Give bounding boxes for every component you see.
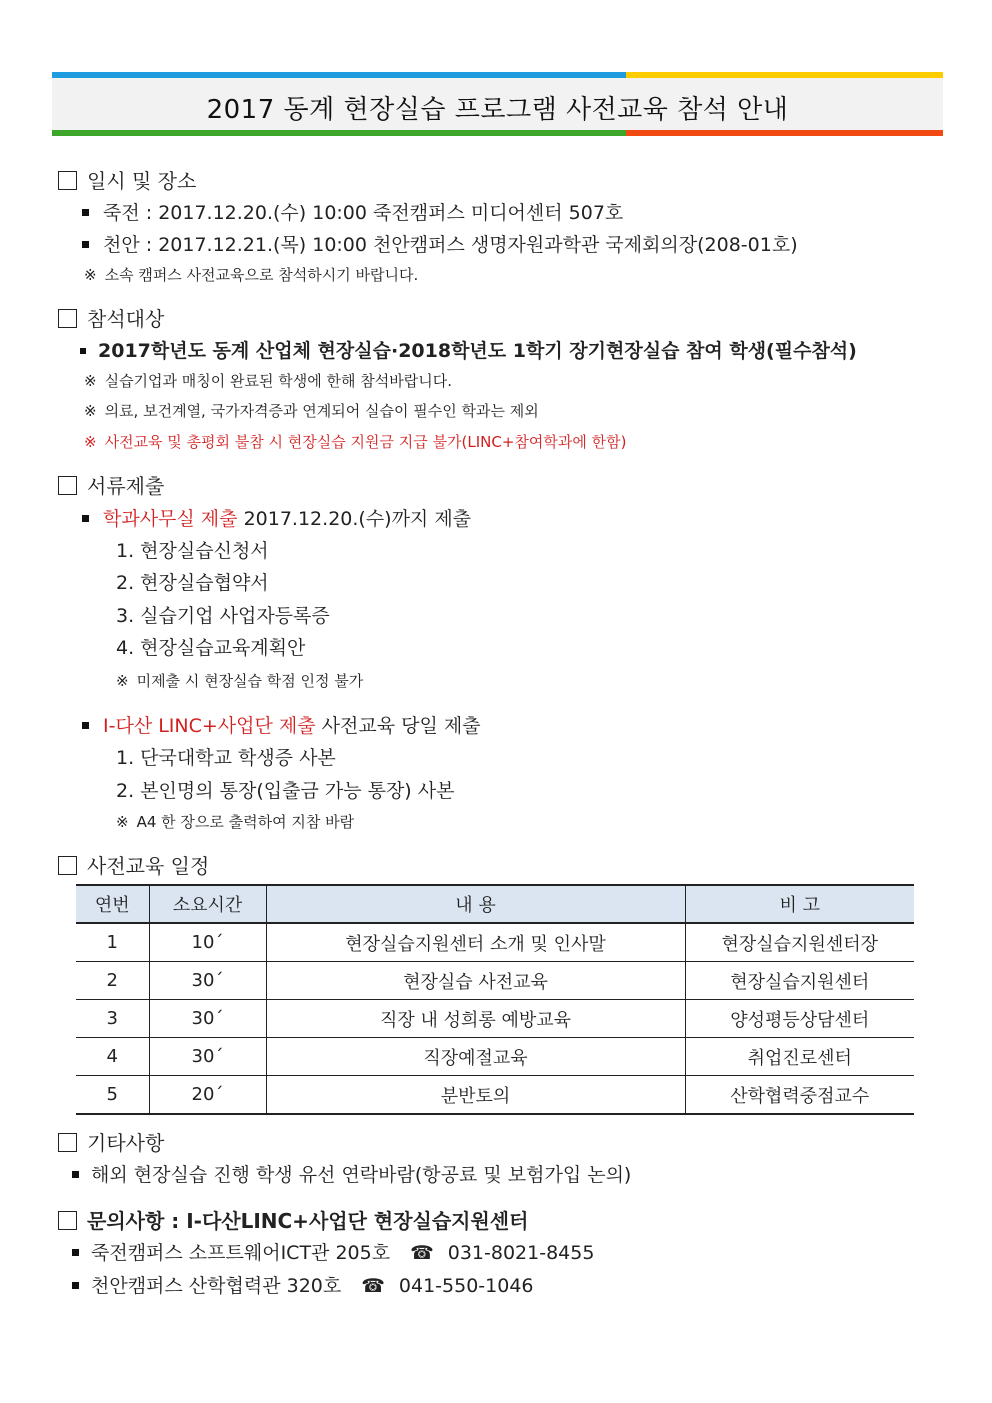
table-cell: 5 [76, 1076, 149, 1115]
section-attendees-heading: 참석대상 [58, 303, 164, 332]
datetime-note: ※ 소속 캠퍼스 사전교육으로 참석하시기 바랍니다. [84, 266, 419, 284]
documents-item: 1. 단국대학교 학생증 사본 [116, 747, 336, 769]
table-cell: 현장실습지원센터 [685, 962, 914, 1000]
datetime-item: 천안 : 2017.12.21.(목) 10:00 천안캠퍼스 생명자원과학관 국제회의장(208-01호) [82, 230, 798, 257]
documents-note: ※ A4 한 장으로 출력하여 지참 바람 [116, 813, 355, 831]
table-cell: 30´ [149, 1000, 266, 1038]
column-header: 내 용 [266, 885, 685, 923]
table-row [76, 923, 914, 962]
note-mark-icon: ※ [84, 402, 97, 420]
bullet-square-icon [72, 1249, 79, 1256]
banner-bar-yellow [626, 72, 943, 78]
section-documents-heading: 서류제출 [58, 470, 164, 499]
checkbox-icon [58, 1211, 77, 1230]
documents-item: 2. 현장실습협약서 [116, 572, 269, 594]
documents-item: 4. 현장실습교육계획안 [116, 637, 306, 659]
bullet-square-icon [82, 722, 89, 729]
table-row [76, 1000, 914, 1038]
banner-bar-blue [52, 72, 626, 78]
bullet-square-icon [80, 348, 86, 354]
bullet-square-icon [82, 209, 89, 216]
column-header: 연번 [76, 885, 149, 923]
section-other-heading: 기타사항 [58, 1127, 164, 1156]
note-mark-icon: ※ [116, 813, 129, 831]
contact-item: 죽전캠퍼스 소프트웨어ICT관 205호 ☎ 031-8021-8455 [72, 1238, 594, 1265]
table-row [76, 1038, 914, 1076]
documents-item: 2. 본인명의 통장(입출금 가능 통장) 사본 [116, 780, 455, 802]
column-header: 비 고 [685, 885, 914, 923]
table-cell: 30´ [149, 1038, 266, 1076]
checkbox-icon [58, 1133, 77, 1152]
attendees-note: ※ 의료, 보건계열, 국가자격증과 연계되어 실습이 필수인 학과는 제외 [84, 402, 539, 420]
note-mark-icon: ※ [116, 672, 129, 690]
bullet-square-icon [72, 1282, 79, 1289]
table-cell: 분반토의 [266, 1076, 685, 1115]
banner-bar-green [52, 130, 626, 136]
table-cell: 1 [76, 923, 149, 962]
attendees-note-warning: ※ 사전교육 및 총평회 불참 시 현장실습 지원금 지급 불가(LINC+참여학과에 한함) [84, 433, 627, 451]
bullet-square-icon [82, 241, 89, 248]
phone-icon: ☎ [410, 1242, 434, 1264]
table-cell: 직장예절교육 [266, 1038, 685, 1076]
table-header-row [76, 885, 914, 923]
page-title: 2017 동계 현장실습 프로그램 사전교육 참석 안내 [206, 95, 789, 125]
checkbox-icon [58, 476, 77, 495]
table-cell: 2 [76, 962, 149, 1000]
attendees-note: ※ 실습기업과 매칭이 완료된 학생에 한해 참석바랍니다. [84, 372, 452, 390]
documents-item: 3. 실습기업 사업자등록증 [116, 605, 330, 627]
section-datetime-heading: 일시 및 장소 [58, 165, 196, 194]
attendees-main: 2017학년도 동계 산업체 현장실습·2018학년도 1학기 장기현장실습 참여 학생(필수참석) [80, 336, 857, 363]
table-row [76, 962, 914, 1000]
phone-icon: ☎ [361, 1275, 385, 1297]
column-header: 소요시간 [149, 885, 266, 923]
datetime-item: 죽전 : 2017.12.20.(수) 10:00 죽전캠퍼스 미디어센터 507호 [82, 198, 623, 225]
table-cell: 양성평등상담센터 [685, 1000, 914, 1038]
checkbox-icon [58, 309, 77, 328]
other-item: 해외 현장실습 진행 학생 유선 연락바람(항공료 및 보험가입 논의) [72, 1160, 631, 1187]
phone-number: 041-550-1046 [398, 1275, 534, 1297]
table-row [76, 1076, 914, 1115]
documents-group2-label: I-다산 LINC+사업단 제출 사전교육 당일 제출 [82, 711, 481, 738]
table-cell: 4 [76, 1038, 149, 1076]
note-mark-icon: ※ [84, 433, 97, 451]
table-cell: 20´ [149, 1076, 266, 1115]
table-cell: 산학협력중점교수 [685, 1076, 914, 1115]
banner-bar-orange [626, 130, 943, 136]
note-mark-icon: ※ [84, 266, 97, 284]
section-contact-heading: 문의사항 : I-다산LINC+사업단 현장실습지원센터 [58, 1205, 528, 1234]
bullet-square-icon [82, 515, 89, 522]
section-schedule-heading: 사전교육 일정 [58, 850, 209, 879]
title-banner [52, 72, 943, 136]
checkbox-icon [58, 856, 77, 875]
phone-number: 031-8021-8455 [447, 1242, 595, 1264]
checkbox-icon [58, 171, 77, 190]
documents-item: 1. 현장실습신청서 [116, 540, 269, 562]
table-cell: 30´ [149, 962, 266, 1000]
table-cell: 10´ [149, 923, 266, 962]
documents-note: ※ 미제출 시 현장실습 학점 인정 불가 [116, 672, 364, 690]
note-mark-icon: ※ [84, 372, 97, 390]
table-cell: 현장실습 사전교육 [266, 962, 685, 1000]
table-cell: 취업진로센터 [685, 1038, 914, 1076]
documents-group1-label: 학과사무실 제출 2017.12.20.(수)까지 제출 [82, 504, 471, 531]
table-cell: 직장 내 성희롱 예방교육 [266, 1000, 685, 1038]
table-cell: 3 [76, 1000, 149, 1038]
table-cell: 현장실습지원센터 소개 및 인사말 [266, 923, 685, 962]
table-cell: 현장실습지원센터장 [685, 923, 914, 962]
schedule-table [76, 884, 914, 1115]
bullet-square-icon [72, 1171, 79, 1178]
contact-item: 천안캠퍼스 산학협력관 320호 ☎ 041-550-1046 [72, 1271, 534, 1298]
